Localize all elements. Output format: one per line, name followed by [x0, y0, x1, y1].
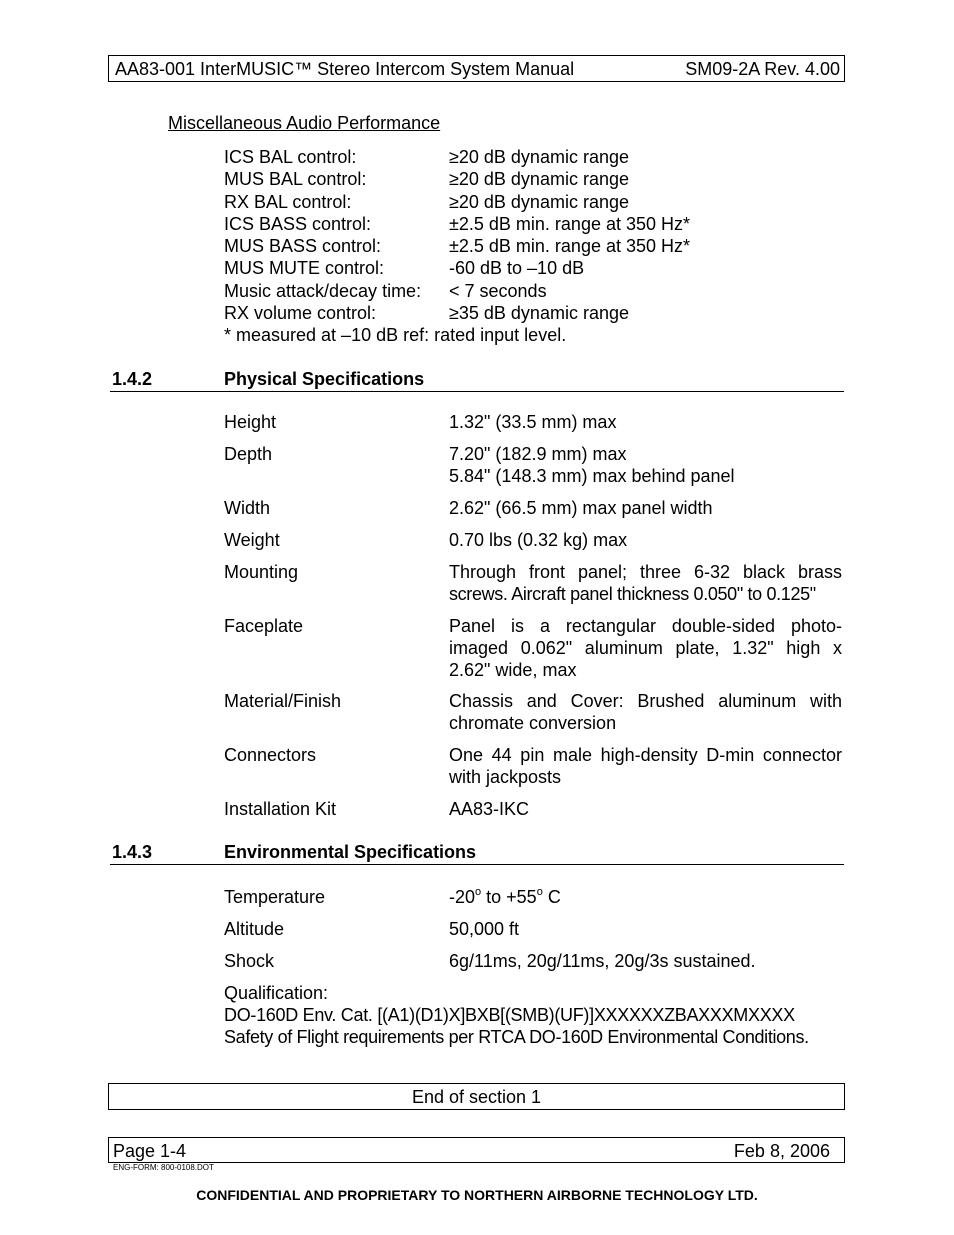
spec-value-line: imaged 0.062" aluminum plate, 1.32" high x [449, 638, 842, 658]
spec-value: ±2.5 dB min. range at 350 Hz* [449, 213, 691, 234]
spec-value-line: 5.84" (148.3 mm) max behind panel [449, 466, 735, 486]
page-number: Page 1-4 [113, 1141, 187, 1161]
spec-label: Width [224, 498, 271, 518]
spec-value-line: 7.20" (182.9 mm) max [449, 444, 627, 464]
spec-label: RX volume control: [224, 303, 377, 324]
spec-value-line: chromate conversion [449, 713, 617, 733]
temperature-high: to +55 [481, 887, 537, 907]
spec-label: RX BAL control: [224, 191, 352, 212]
temperature-unit: C [542, 887, 561, 907]
section-title: Physical Specifications [224, 369, 425, 389]
spec-label: MUS BASS control: [224, 236, 382, 257]
spec-label: Temperature [224, 887, 326, 907]
spec-label: MUS BAL control: [224, 169, 367, 190]
spec-label: Material/Finish [224, 691, 342, 711]
spec-label: Altitude [224, 919, 285, 939]
spec-label: ICS BAL control: [224, 147, 357, 167]
section-number: 1.4.2 [112, 369, 153, 389]
spec-value: 50,000 ft [449, 919, 520, 939]
degree-symbol: o [475, 886, 482, 898]
spec-value: ±2.5 dB min. range at 350 Hz* [449, 236, 691, 257]
spec-value: ≥20 dB dynamic range [449, 169, 629, 190]
confidentiality-notice: CONFIDENTIAL AND PROPRIETARY TO NORTHERN AIRBORNE TECHNOLOGY LTD. [196, 1187, 758, 1203]
qualification-category: DO-160D Env. Cat. [(A1)(D1)X]BXB[(SMB)(UF)]XXXXXXZBAXXXMXXXX [224, 1005, 795, 1025]
temperature-low: -20 [449, 887, 476, 907]
list-item [224, 191, 844, 213]
degree-symbol: o [536, 886, 543, 898]
spec-value: ≥20 dB dynamic range [449, 191, 629, 212]
spec-value: 0.70 lbs (0.32 kg) max [449, 530, 628, 550]
spec-value: 1.32" (33.5 mm) max [449, 412, 617, 432]
spec-value-line: with jackposts [449, 767, 562, 787]
spec-value: 6g/11ms, 20g/11ms, 20g/3s sustained. [449, 951, 756, 971]
page-footer [108, 1137, 845, 1163]
section-number: 1.4.3 [112, 842, 153, 862]
end-of-section-text: End of section 1 [411, 1087, 542, 1107]
spec-value [449, 886, 842, 908]
list-item [224, 280, 844, 302]
list-item [224, 302, 844, 324]
document-revision: SM09-2A Rev. 4.00 [685, 59, 840, 79]
spec-value-line: screws. Aircraft panel thickness 0.050" to 0.125" [449, 584, 816, 604]
qualification-block [224, 982, 864, 1048]
spec-value: ≥35 dB dynamic range [449, 303, 629, 324]
footnote-row [224, 324, 844, 346]
spec-label: Height [224, 412, 277, 432]
spec-value [449, 561, 842, 605]
spec-value [449, 744, 842, 788]
spec-value [449, 690, 842, 734]
section-heading-environmental [110, 841, 844, 865]
spec-value-line: Through front panel; three 6-32 black brass [449, 562, 842, 582]
spec-value: ≥20 dB dynamic range [449, 147, 629, 167]
misc-audio-title: Miscellaneous Audio Performance [168, 113, 441, 133]
spec-value: < 7 seconds [449, 280, 547, 301]
list-item [224, 235, 844, 257]
spec-label: MUS MUTE control: [224, 258, 385, 279]
spec-value-line: Chassis and Cover: Brushed aluminum with [449, 691, 842, 711]
spec-label: Depth [224, 444, 273, 464]
list-item [224, 213, 844, 235]
spec-value: -60 dB to –10 dB [449, 258, 585, 279]
spec-value: AA83-IKC [449, 799, 530, 819]
section-heading-physical [110, 368, 844, 392]
document-title: AA83-001 InterMUSIC™ Stereo Intercom System Manual [115, 59, 575, 79]
misc-audio-list [224, 146, 844, 347]
spec-value-line: Panel is a rectangular double-sided photo- [449, 616, 842, 636]
qualification-label: Qualification: [224, 983, 329, 1003]
measurement-footnote: * measured at –10 dB ref: rated input level. [224, 325, 567, 346]
spec-value: 2.62" (66.5 mm) max panel width [449, 498, 713, 518]
spec-label: Shock [224, 951, 275, 971]
spec-label: ICS BASS control: [224, 213, 372, 234]
spec-value-line: One 44 pin male high-density D-min connector [449, 745, 842, 765]
spec-label: Faceplate [224, 616, 304, 636]
section-title: Environmental Specifications [224, 842, 477, 862]
eng-form-label: ENG-FORM: 800-0108.DOT [113, 1163, 214, 1172]
spec-value-line: 2.62" wide, max [449, 660, 577, 680]
list-item [224, 257, 844, 279]
end-of-section-box [108, 1083, 845, 1110]
spec-value [449, 443, 842, 487]
spec-value [449, 615, 842, 681]
spec-label: Weight [224, 530, 280, 550]
spec-label: Connectors [224, 745, 317, 765]
list-item [224, 168, 844, 190]
spec-label: Mounting [224, 562, 299, 582]
list-item [224, 146, 844, 168]
page-header [108, 55, 845, 82]
document-date: Feb 8, 2006 [733, 1141, 830, 1161]
qualification-requirements: Safety of Flight requirements per RTCA DO-160D Environmental Conditions. [224, 1027, 809, 1047]
spec-label: Installation Kit [224, 799, 337, 819]
spec-label: Music attack/decay time: [224, 280, 422, 301]
